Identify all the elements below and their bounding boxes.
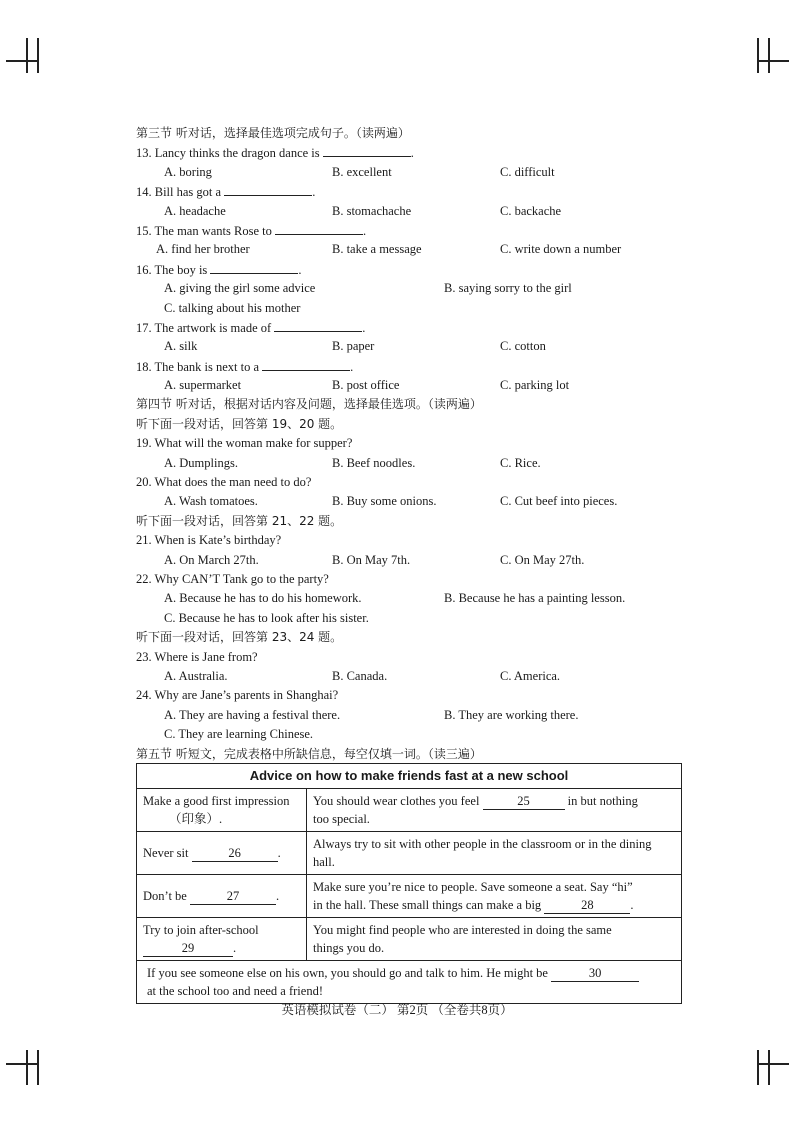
- question-16: 16. The boy is .: [136, 260, 682, 279]
- options-22b: C. Because he has to look after his sister.: [164, 610, 369, 625]
- dialogue-intro-19-20: 听下面一段对话，回答第 19、20 题。: [136, 416, 343, 431]
- question-21: 21. When is Kate’s birthday?: [136, 533, 282, 548]
- dialogue-intro-21-22: 听下面一段对话，回答第 21、22 题。: [136, 513, 343, 528]
- answer-blank: [224, 182, 312, 196]
- answer-blank: [262, 357, 350, 371]
- table-row: Try to join after-school 29 . You might find people who are interested in doing the same things you do.: [137, 918, 682, 961]
- exam-content: [136, 124, 682, 764]
- question-18: 18. The bank is next to a .: [136, 357, 682, 376]
- advice-table: [136, 763, 682, 1004]
- table-row: Never sit 26 . Always try to sit with other people in the classroom or in the dining hall.: [137, 832, 682, 875]
- options-14: A. headache B. stomachache C. backache: [164, 203, 562, 218]
- options-15: A. find her brother B. take a message C. write down a number: [156, 242, 622, 257]
- options-23: A. Australia. B. Canada. C. America.: [164, 668, 561, 683]
- question-17: 17. The artwork is made of .: [136, 318, 682, 337]
- answer-blank: [323, 143, 411, 157]
- options-19: A. Dumplings. B. Beef noodles. C. Rice.: [164, 455, 541, 470]
- section5-heading: 第五节 听短文，完成表格中所缺信息，每空仅填一词。（读三遍）: [136, 746, 482, 761]
- options-24a: A. They are having a festival there. B. They are working there.: [164, 707, 579, 722]
- answer-blank-27: 27: [190, 889, 276, 905]
- table-row: If you see someone else on his own, you should go and talk to him. He might be 30 at the school too and need a friend!: [137, 961, 682, 1004]
- options-18: A. supermarket B. post office C. parking lot: [164, 378, 570, 393]
- question-19: 19. What will the woman make for supper?: [136, 436, 353, 451]
- options-13: A. boring B. excellent C. difficult: [164, 164, 555, 179]
- question-24: 24. Why are Jane’s parents in Shanghai?: [136, 688, 339, 703]
- answer-blank: [210, 260, 298, 274]
- options-20: A. Wash tomatoes. B. Buy some onions. C. Cut beef into pieces.: [164, 494, 618, 509]
- question-20: 20. What does the man need to do?: [136, 475, 312, 490]
- options-21: A. On March 27th. B. On May 7th. C. On May 27th.: [164, 552, 585, 567]
- section4-heading: 第四节 听对话，根据对话内容及问题，选择最佳选项。（读两遍）: [136, 397, 482, 412]
- options-16a: A. giving the girl some advice B. saying sorry to the girl: [164, 281, 572, 296]
- options-17: A. silk B. paper C. cotton: [164, 339, 546, 354]
- options-24b: C. They are learning Chinese.: [164, 727, 314, 742]
- question-23: 23. Where is Jane from?: [136, 649, 258, 664]
- answer-blank: [275, 221, 363, 235]
- answer-blank-25: 25: [483, 794, 565, 810]
- question-14: 14. Bill has got a .: [136, 182, 682, 201]
- table-row: Make a good first impression （印象）. You should wear clothes you feel 25 in but nothing too special.: [137, 789, 682, 832]
- answer-blank-29: 29: [143, 941, 233, 957]
- options-16b: C. talking about his mother: [164, 300, 301, 315]
- answer-blank: [274, 318, 362, 332]
- answer-blank-26: 26: [192, 846, 278, 862]
- section3-heading: 第三节 听对话，选择最佳选项完成句子。（读两遍）: [136, 126, 410, 140]
- answer-blank-30: 30: [551, 966, 639, 982]
- question-22: 22. Why CAN’T Tank go to the party?: [136, 571, 329, 586]
- options-22a: A. Because he has to do his homework. B. Because he has a painting lesson.: [164, 591, 626, 606]
- question-15: 15. The man wants Rose to .: [136, 221, 682, 240]
- answer-blank-28: 28: [544, 898, 630, 914]
- table-row: Don’t be 27 . Make sure you’re nice to people. Save someone a seat. Say “hi” in the hall. These small things can make a big 28 .: [137, 875, 682, 918]
- dialogue-intro-23-24: 听下面一段对话，回答第 23、24 题。: [136, 630, 343, 645]
- table-title: Advice on how to make friends fast at a new school: [137, 764, 682, 789]
- question-13: 13. Lancy thinks the dragon dance is .: [136, 143, 682, 162]
- page-footer: 英语模拟试卷（二） 第2页 （全卷共8页）: [281, 1003, 513, 1017]
